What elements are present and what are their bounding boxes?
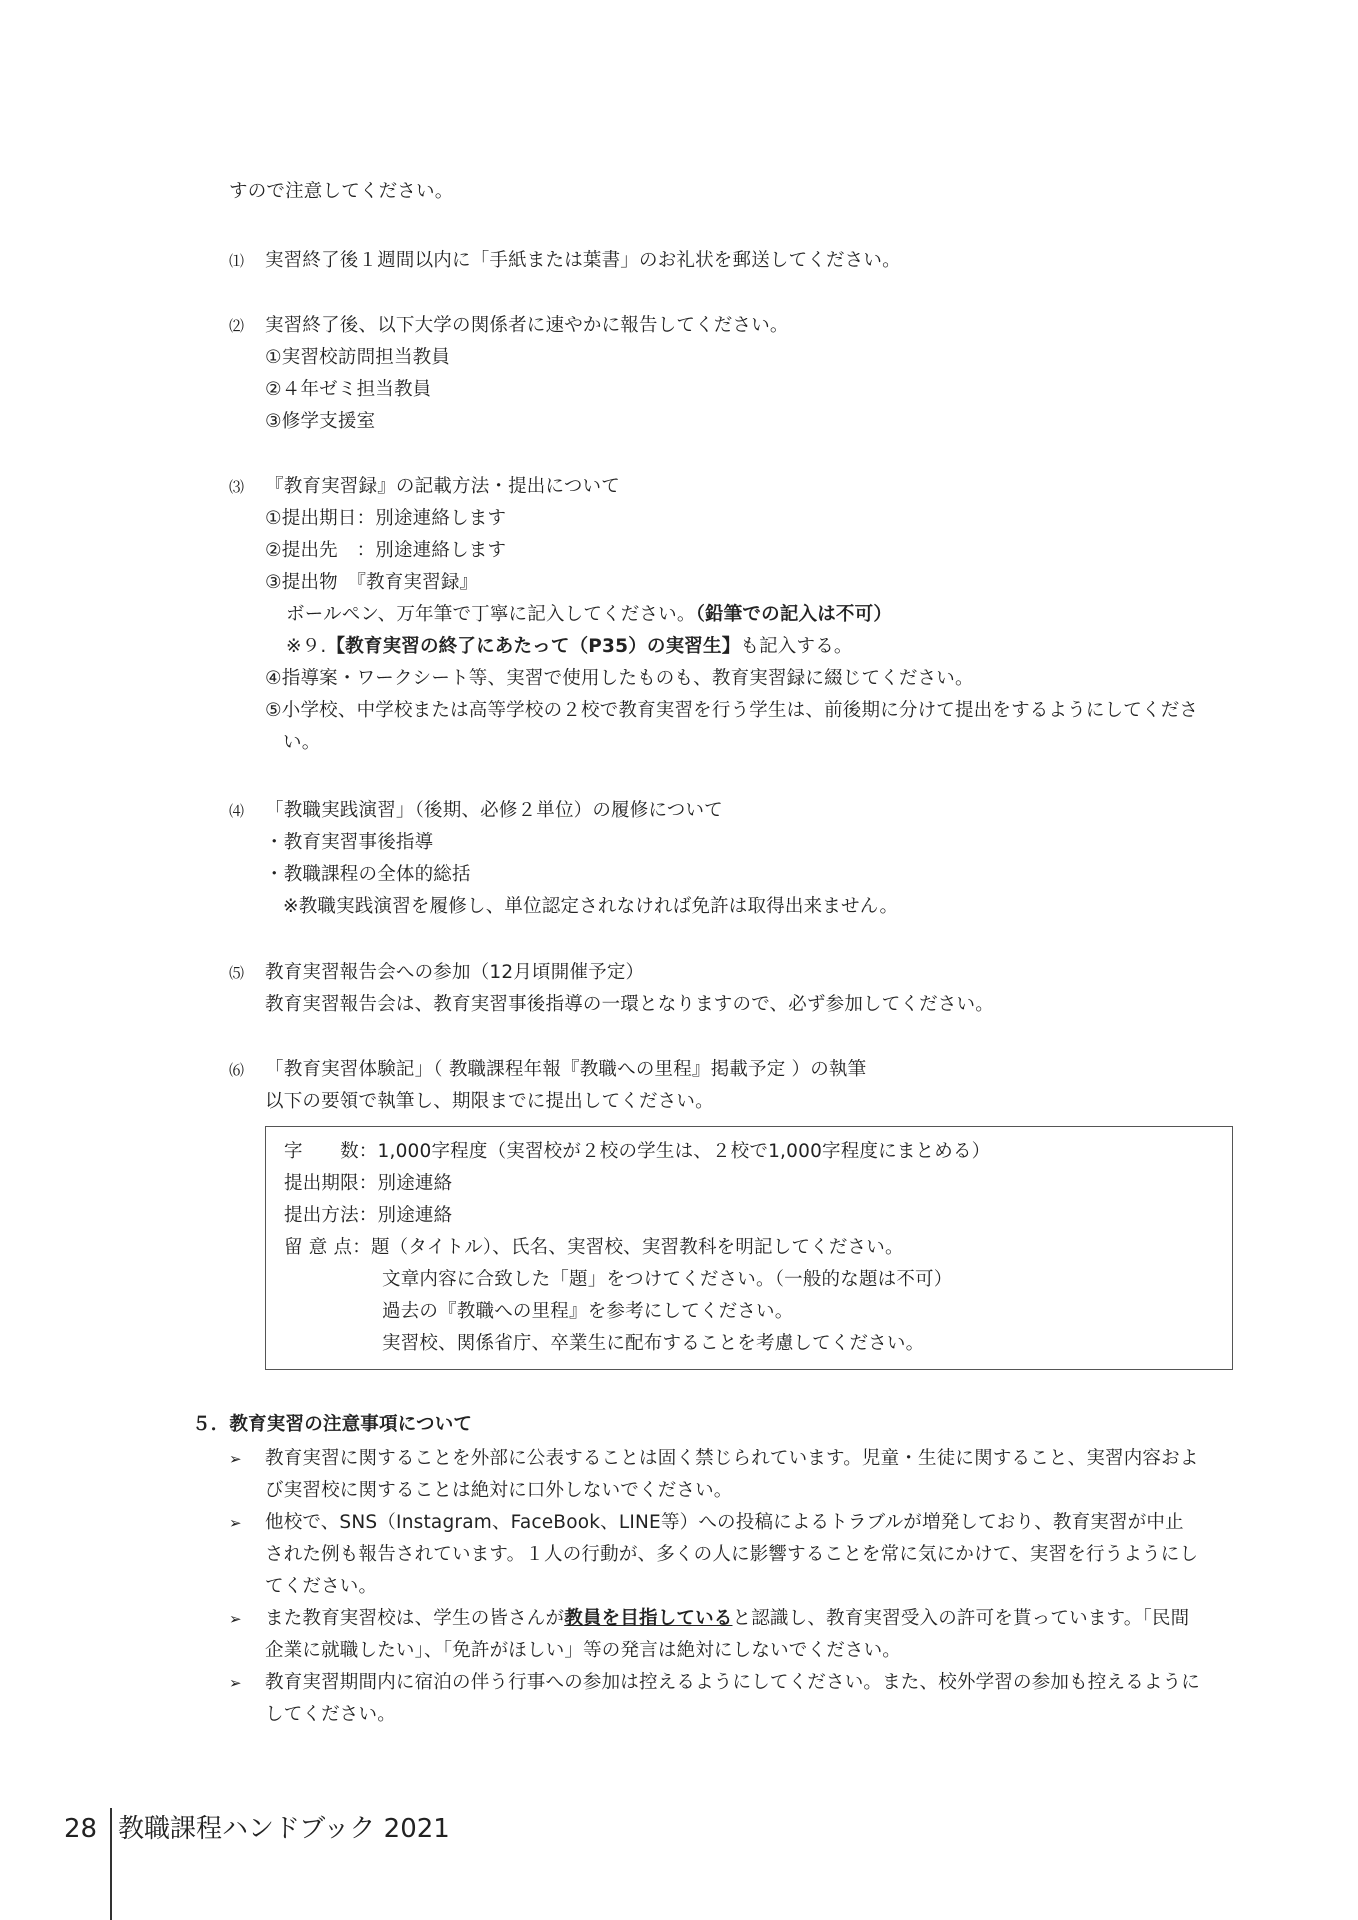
item-number-2: ⑵ [229, 317, 245, 335]
box-label-notes: 留 意 点： [284, 1237, 371, 1258]
item-text-3: 『教育実習録』の記載方法・提出について [265, 476, 620, 497]
box-value-word-count: 1,000字程度（実習校が２校の学生は、２校で1,000字程度にまとめる） [377, 1141, 991, 1162]
box-notes-line-3: 過去の『教職への里程』を参考にしてください。 [382, 1301, 794, 1322]
item-2-sub-1: ①実習校訪問担当教員 [265, 347, 451, 368]
item-4-sub-1: ・教育実習事後指導 [265, 832, 434, 853]
item-2-sub-3: ③修学支援室 [265, 411, 376, 432]
item-3-sub-5-line1: ⑤小学校、中学校または高等学校の２校で教育実習を行う学生は、前後期に分けて提出をするようにしてくださ [265, 700, 1199, 721]
section-5-bullet-4-line2: してください。 [265, 1704, 396, 1725]
item-number-6: ⑹ [229, 1061, 245, 1079]
section-5-bullet-3-emphasis: 教員を目指している [564, 1608, 733, 1629]
box-label-word-count: 字 数： [284, 1141, 378, 1162]
item-4-sub-2: ・教職課程の全体的総括 [265, 864, 471, 885]
item-3-sub-4: ④指導案・ワークシート等、実習で使用したものも、教育実習録に綴じてください。 [265, 668, 974, 689]
item-3-sub-3b [286, 634, 853, 660]
item-text-5: 教育実習報告会への参加（12月頃開催予定） [265, 962, 645, 983]
box-label-method: 提出方法： [284, 1205, 378, 1226]
section-5-bullet-2-line1: 他校で、SNS（Instagram、FaceBook、LINE等）への投稿によるトラブルが増発しており、教育実習が中止 [265, 1512, 1184, 1533]
footer-divider [110, 1808, 112, 1920]
box-row-method [284, 1203, 452, 1229]
page-number: 28 [64, 1814, 98, 1844]
box-value-deadline: 別途連絡 [377, 1173, 453, 1194]
item-3-sub-3a-plain: ボールペン、万年筆で丁寧に記入してください。 [286, 604, 696, 625]
bullet-arrow-icon: ➢ [229, 1514, 242, 1532]
item-number-4: ⑷ [229, 802, 245, 820]
item-3-sub-3a [286, 602, 892, 628]
item-3-sub-3b-post: も記入する。 [740, 636, 853, 657]
section-5-bullet-1-line2: び実習校に関することは絶対に口外しないでください。 [265, 1480, 733, 1501]
item-text-1: 実習終了後１週間以内に「手紙または葉書」のお礼状を郵送してください。 [265, 250, 901, 271]
box-notes-line-4: 実習校、関係省庁、卒業生に配布することを考慮してください。 [382, 1333, 925, 1354]
box-label-deadline: 提出期限： [284, 1173, 378, 1194]
item-4-note: ※教職実践演習を履修し、単位認定されなければ免許は取得出来ません。 [283, 896, 899, 917]
item-text-4: 「教職実践演習」（後期、必修２単位）の履修について [265, 800, 723, 821]
box-notes-line-2: 文章内容に合致した「題」をつけてください。（一般的な題は不可） [382, 1269, 953, 1290]
item-3-sub-3a-bold: （鉛筆での記入は不可） [695, 604, 893, 625]
box-value-notes: 題（タイトル）、氏名、実習校、実習教科を明記してください。 [370, 1237, 904, 1258]
item-2-sub-2: ②４年ゼミ担当教員 [265, 379, 432, 400]
section-5-bullet-2-line3: てください。 [265, 1576, 378, 1597]
section-5-heading: ５．教育実習の注意事項について [192, 1414, 473, 1435]
bullet-arrow-icon: ➢ [229, 1450, 242, 1468]
item-3-sub-3: ③提出物 『教育実習録』 [265, 572, 479, 593]
section-5-bullet-3-pre: また教育実習校は、学生の皆さんが [265, 1608, 565, 1629]
item-3-sub-3b-bold: 【教育実習の終了にあたって（P35）の実習生】 [326, 636, 741, 657]
item-3-sub-1: ①提出期日：別途連絡します [265, 508, 507, 529]
section-5-bullet-3-post: と認識し、教育実習受入の許可を貰っています。「民間 [732, 1608, 1190, 1629]
box-row-deadline [284, 1171, 452, 1197]
item-3-sub-2: ②提出先 ：別途連絡します [265, 540, 507, 561]
bullet-arrow-icon: ➢ [229, 1674, 242, 1692]
footer-title: 教職課程ハンドブック 2021 [118, 1814, 450, 1844]
box-row-word-count [284, 1139, 990, 1165]
section-5-bullet-4-line1: 教育実習期間内に宿泊の伴う行事への参加は控えるようにしてください。また、校外学習の参加も控えるように [265, 1672, 1201, 1693]
item-5-sub-1: 教育実習報告会は、教育実習事後指導の一環となりますので、必ず参加してください。 [265, 994, 994, 1015]
bullet-arrow-icon: ➢ [229, 1610, 242, 1628]
item-number-1: ⑴ [229, 252, 245, 270]
intro-text: すので注意してください。 [229, 181, 454, 202]
item-number-3: ⑶ [229, 478, 245, 496]
item-text-2: 実習終了後、以下大学の関係者に速やかに報告してください。 [265, 315, 789, 336]
item-number-5: ⑸ [229, 964, 245, 982]
section-5-bullet-1-line1: 教育実習に関することを外部に公表することは固く禁じられています。児童・生徒に関すること、実習内容およ [265, 1448, 1199, 1469]
section-5-bullet-2-line2: された例も報告されています。１人の行動が、多くの人に影響することを常に気にかけて、実習を行うようにし [265, 1544, 1199, 1565]
item-text-6: 「教育実習体験記」（ 教職課程年報『教職への里程』掲載予定 ）の執筆 [265, 1059, 867, 1080]
section-5-bullet-3-line2: 企業に就職したい」、「免許がほしい」等の発言は絶対にしないでください。 [265, 1640, 902, 1661]
item-3-sub-5-line2: い。 [283, 732, 321, 753]
box-row-notes [284, 1235, 904, 1261]
box-value-method: 別途連絡 [377, 1205, 453, 1226]
item-3-sub-3b-pre: ※９. [286, 636, 327, 657]
section-5-bullet-3-line1 [265, 1606, 1189, 1632]
item-6-sub-1: 以下の要領で執筆し、期限までに提出してください。 [265, 1091, 714, 1112]
